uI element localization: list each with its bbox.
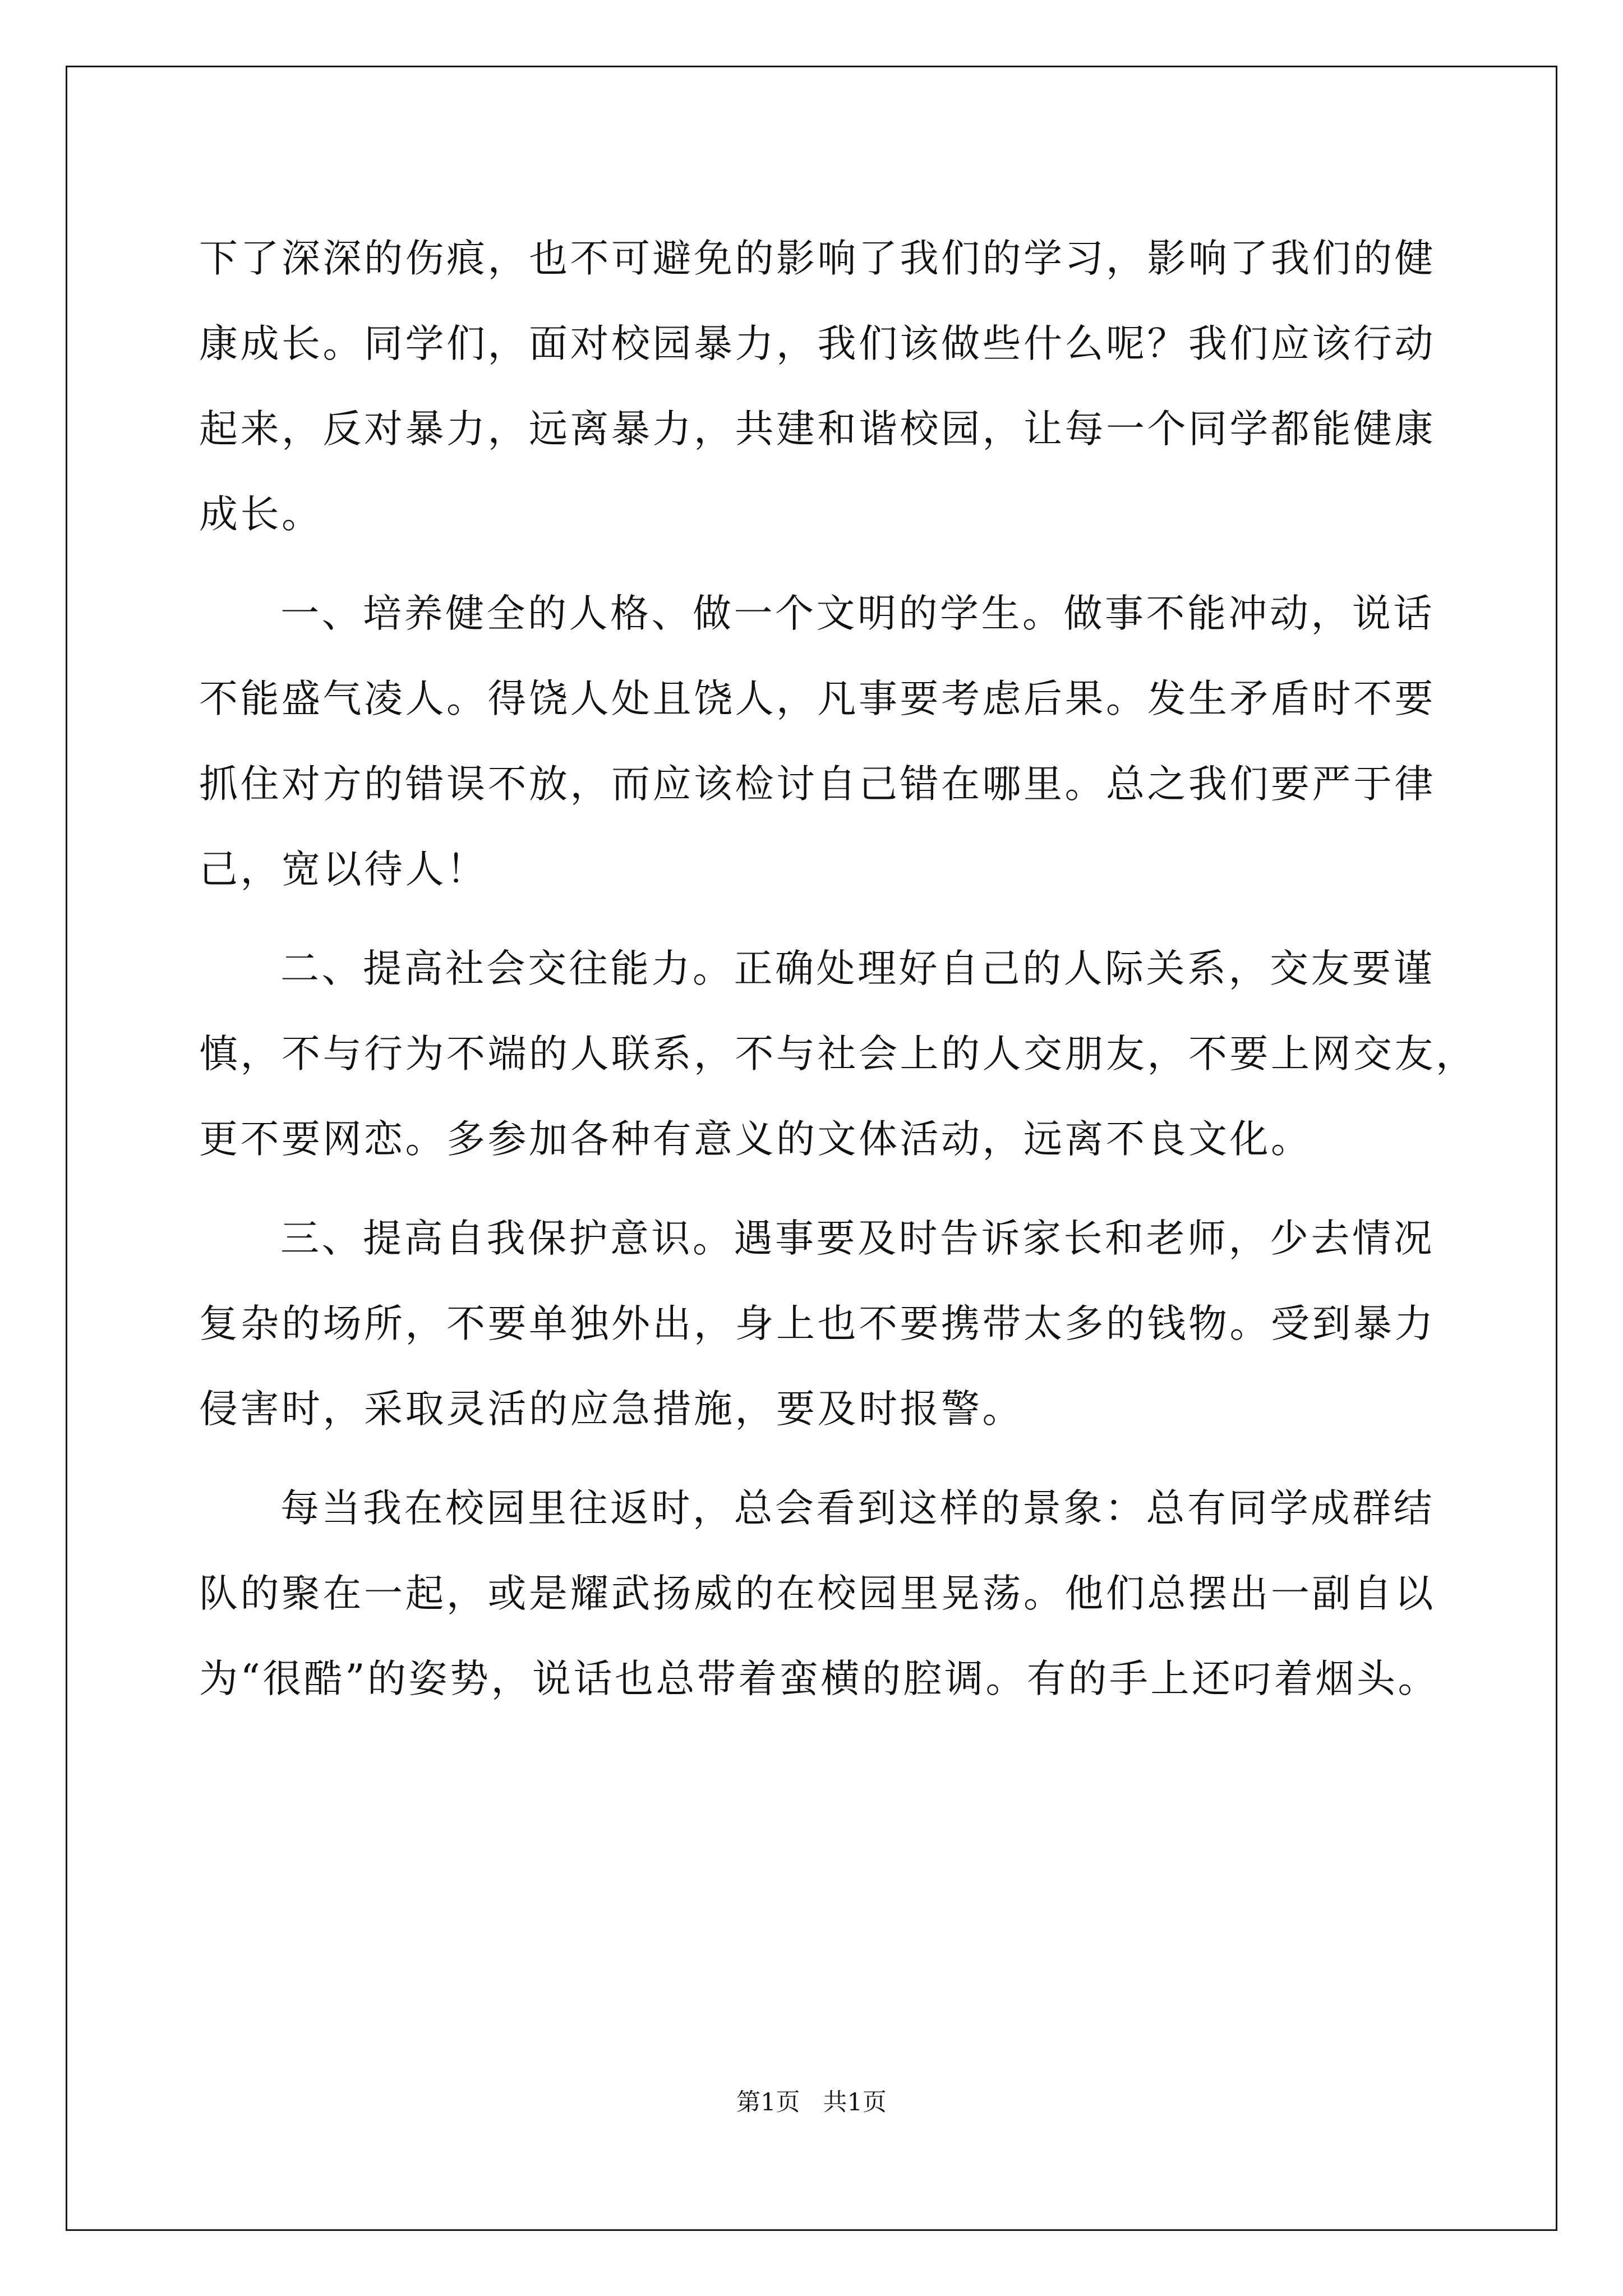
text-line: 侵害时，采取灵活的应急措施，要及时报警。 [199, 1387, 1023, 1432]
document-body [199, 216, 1477, 1722]
text-line: 一、培养健全的人格、做一个文明的学生。做事不能冲动，说话 [280, 591, 1435, 636]
text-line: 三、提高自我保护意识。遇事要及时告诉家长和老师，少去情况 [280, 1216, 1435, 1261]
page-number-footer: 第1页 共1页 [736, 2088, 887, 2116]
text-line: 为“很酷”的姿势，说话也总带着蛮横的腔调。有的手上还叼着烟头。 [199, 1657, 1440, 1701]
text-line: 成长。 [199, 492, 323, 537]
text-line: 二、提高社会交往能力。正确处理好自己的人际关系，交友要谨 [280, 946, 1435, 991]
text-line: 慎，不与行为不端的人联系，不与社会上的人交朋友，不要上网交友， [199, 1032, 1477, 1076]
text-line: 抓住对方的错误不放，而应该检讨自己错在哪里。总之我们要严于律 [199, 762, 1436, 807]
text-line: 下了深深的伤痕，也不可避免的影响了我们的学习，影响了我们的健 [199, 236, 1436, 281]
text-line: 康成长。同学们，面对校园暴力，我们该做些什么呢？我们应该行动 [199, 321, 1436, 366]
text-line: 不能盛气凌人。得饶人处且饶人，凡事要考虑后果。发生矛盾时不要 [199, 677, 1436, 721]
text-line: 更不要网恋。多参加各种有意义的文体活动，远离不良文化。 [199, 1117, 1312, 1162]
text-line: 己，宽以待人！ [199, 847, 488, 892]
text-line: 每当我在校园里往返时，总会看到这样的景象：总有同学成群结 [280, 1486, 1435, 1531]
text-line: 队的聚在一起，或是耀武扬威的在校园里晃荡。他们总摆出一副自以 [199, 1571, 1436, 1616]
text-line: 复杂的场所，不要单独外出，身上也不要携带太多的钱物。受到暴力 [199, 1301, 1436, 1346]
text-line: 起来，反对暴力，远离暴力，共建和谐校园，让每一个同学都能健康 [199, 407, 1436, 452]
